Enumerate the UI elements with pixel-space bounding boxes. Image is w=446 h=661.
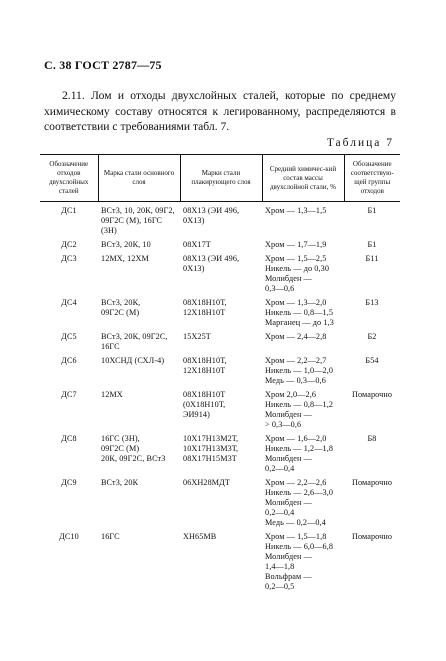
base-steel-line: 12МХ (101, 390, 123, 399)
cell-base-steel (98, 532, 180, 596)
composition-line: Хром — 2,2—2,7 (265, 356, 327, 365)
composition-line: Никель — 1,2—1,8 (265, 444, 334, 453)
composition-line: Никель — 1,0—2,0 (265, 366, 334, 375)
cell-waste-code: ДС3 (61, 254, 77, 263)
cell-waste-group: Б1 (367, 206, 377, 215)
composition-line: Хром — 1,3—2,0 (265, 298, 327, 307)
cell-base-steel (98, 332, 180, 356)
base-steel-line: 20К, 09Г2С, ВСт3 (101, 454, 166, 463)
base-steel-line: (3Н) (101, 226, 117, 235)
cell-composition (262, 532, 344, 596)
base-steel-line: 09Г2С (М) (101, 308, 140, 317)
clad-steel-line: 15Х25Т (183, 332, 211, 341)
base-steel-line: ВСт3, 20К, (101, 298, 141, 307)
clad-steel-line: 0Х13) (183, 264, 205, 273)
base-steel-line: 09Г2С (М), 16ГС (101, 216, 163, 225)
base-steel-line: 12МХ, 12ХМ (101, 254, 149, 263)
composition-line: Вольфрам — (265, 572, 312, 581)
table-row (40, 434, 400, 478)
clad-steel-line: ЭИ914) (183, 410, 210, 419)
cell-waste-group: Б11 (365, 254, 379, 263)
cell-clad-steel (180, 254, 262, 298)
clad-steel-line: 0Х13) (183, 216, 205, 225)
table-row (40, 356, 400, 390)
composition-line: Медь — 0,3—0,6 (265, 376, 326, 385)
cell-base-steel (98, 202, 180, 241)
cell-clad-steel (180, 240, 262, 254)
cell-composition (262, 202, 344, 241)
base-steel-line: ВСт3, 10, 20К, 09Г2, (101, 206, 175, 215)
cell-waste-group: Б13 (365, 298, 379, 307)
table-row (40, 298, 400, 332)
cell-base-steel (98, 478, 180, 532)
table-caption: Таблица 7 (326, 137, 394, 149)
clad-steel-line: 06ХН28МДТ (183, 478, 230, 487)
table-row (40, 254, 400, 298)
composition-line: Никель — до 0,30 (265, 264, 330, 273)
cell-clad-steel (180, 390, 262, 434)
table-row (40, 478, 400, 532)
cell-base-steel (98, 356, 180, 390)
cell-waste-group: Помарочно (351, 390, 393, 399)
clad-steel-line: 12Х18Н10Т (183, 366, 226, 375)
base-steel-line: ВСт3, 20К, 09Г2С, (101, 332, 168, 341)
clad-steel-line: 08Х13 (ЭИ 496, (183, 206, 240, 215)
composition-line: Никель — 2,6—3,0 (265, 488, 334, 497)
composition-line: Хром 2,0—2,6 (265, 390, 317, 399)
cell-waste-group: Б54 (365, 356, 379, 365)
base-steel-line: 16ГС (3Н), (101, 434, 140, 443)
cell-waste-group: Б8 (367, 434, 377, 443)
composition-line: Медь — 0,2—0,4 (265, 518, 326, 527)
clad-steel-line: 08Х18Н10Т (183, 390, 226, 399)
cell-waste-code: ДС10 (59, 532, 79, 541)
table-row (40, 202, 400, 241)
base-steel-line: ВСт3, 20К (101, 478, 139, 487)
header-base-steel: Марка стали основного слоя (98, 155, 180, 202)
cell-waste-code: ДС4 (61, 298, 77, 307)
cell-composition (262, 254, 344, 298)
cell-base-steel (98, 390, 180, 434)
table-row (40, 332, 400, 356)
steel-waste-table (40, 154, 400, 596)
clad-steel-line: 08Х17Н15М3Т (183, 454, 237, 463)
table-header-row (40, 155, 400, 202)
table-body (40, 202, 400, 597)
table-row (40, 240, 400, 254)
header-waste-code: Обозначение отходов двухслойных сталей (40, 155, 98, 202)
composition-line: 0,3—0,6 (265, 284, 295, 293)
table-row (40, 532, 400, 596)
clad-steel-line: ХН65МВ (183, 532, 217, 541)
composition-line: 0,2—0,4 (265, 508, 295, 517)
header-waste-group: Обозначение соответствую-щей группы отходов (344, 155, 400, 202)
cell-composition (262, 478, 344, 532)
cell-composition (262, 390, 344, 434)
cell-composition (262, 298, 344, 332)
composition-line: Никель — 0,8—1,5 (265, 308, 334, 317)
table-row (40, 390, 400, 434)
composition-line: 0,2—0,5 (265, 582, 295, 591)
cell-waste-code: ДС1 (61, 206, 77, 215)
composition-line: Хром — 1,5—2,5 (265, 254, 327, 263)
composition-line: 1,4—1,8 (265, 562, 295, 571)
composition-line: Хром — 1,7—1,9 (265, 240, 327, 249)
cell-waste-group: Б2 (367, 332, 377, 341)
composition-line: Хром — 2,2—2,6 (265, 478, 327, 487)
clad-steel-line: 10Х17Н13М3Т, (183, 444, 239, 453)
cell-base-steel (98, 434, 180, 478)
cell-clad-steel (180, 532, 262, 596)
composition-line: Молибден — (265, 274, 312, 283)
cell-clad-steel (180, 434, 262, 478)
header-clad-steel: Марки стали плакирующего слоя (180, 155, 262, 202)
cell-clad-steel (180, 478, 262, 532)
page-header: С. 38 ГОСТ 2787—75 (44, 58, 162, 72)
composition-line: Хром — 1,3—1,5 (265, 206, 327, 215)
base-steel-line: 16ГС (101, 342, 120, 351)
paragraph-text: 2.11. Лом и отходы двухслойных сталей, которые по среднему химическому составу относятся к легированному, распределяются в соответствии с требованиями табл. 7. (44, 89, 396, 133)
composition-line: Никель — 6,0—6,8 (265, 542, 334, 551)
clad-steel-line: (0Х18Н10Т, (183, 400, 226, 409)
cell-waste-group: Б1 (367, 240, 377, 249)
base-steel-line: 16ГС (101, 532, 120, 541)
cell-waste-group: Помарочно (351, 532, 393, 541)
clad-steel-line: 08Х13 (ЭИ 496, (183, 254, 240, 263)
composition-line: > 0,3—0,6 (265, 420, 302, 429)
clad-steel-line: 10Х17Н13М2Т, (183, 434, 239, 443)
composition-line: Хром — 2,4—2,8 (265, 332, 327, 341)
clad-steel-line: 08Х18Н10Т, (183, 356, 227, 365)
clad-steel-line: 08Х18Н10Т, (183, 298, 227, 307)
cell-waste-code: ДС6 (61, 356, 77, 365)
composition-line: 0,2—0,4 (265, 464, 295, 473)
paragraph (44, 88, 396, 135)
cell-base-steel (98, 240, 180, 254)
cell-clad-steel (180, 298, 262, 332)
clad-steel-line: 12Х18Н10Т (183, 308, 226, 317)
composition-line: Никель — 0,8—1,2 (265, 400, 334, 409)
composition-line: Хром — 1,6—2,0 (265, 434, 327, 443)
cell-waste-code: ДС5 (61, 332, 77, 341)
cell-waste-group: Помарочно (351, 478, 393, 487)
cell-waste-code: ДС9 (61, 478, 77, 487)
clad-steel-line: 08Х17Т (183, 240, 211, 249)
composition-line: Молибден — (265, 498, 312, 507)
cell-clad-steel (180, 332, 262, 356)
composition-line: Молибден — (265, 410, 312, 419)
header-composition: Средний химичес-кий состав массы двухслойной стали, % (262, 155, 344, 202)
cell-clad-steel (180, 356, 262, 390)
base-steel-line: ВСт3, 20К, 10 (101, 240, 151, 249)
cell-composition (262, 240, 344, 254)
composition-line: Хром — 1,5—1,8 (265, 532, 327, 541)
cell-composition (262, 434, 344, 478)
cell-composition (262, 332, 344, 356)
cell-composition (262, 356, 344, 390)
composition-line: Молибден — (265, 454, 312, 463)
composition-line: Марганец — до 1,3 (265, 318, 334, 327)
cell-waste-code: ДС7 (61, 390, 77, 399)
base-steel-line: 09Г2С (М) (101, 444, 140, 453)
composition-line: Молибден — (265, 552, 312, 561)
cell-clad-steel (180, 202, 262, 241)
cell-base-steel (98, 254, 180, 298)
cell-base-steel (98, 298, 180, 332)
cell-waste-code: ДС8 (61, 434, 77, 443)
cell-waste-code: ДС2 (61, 240, 77, 249)
base-steel-line: 10ХСНД (СХЛ-4) (101, 356, 165, 365)
